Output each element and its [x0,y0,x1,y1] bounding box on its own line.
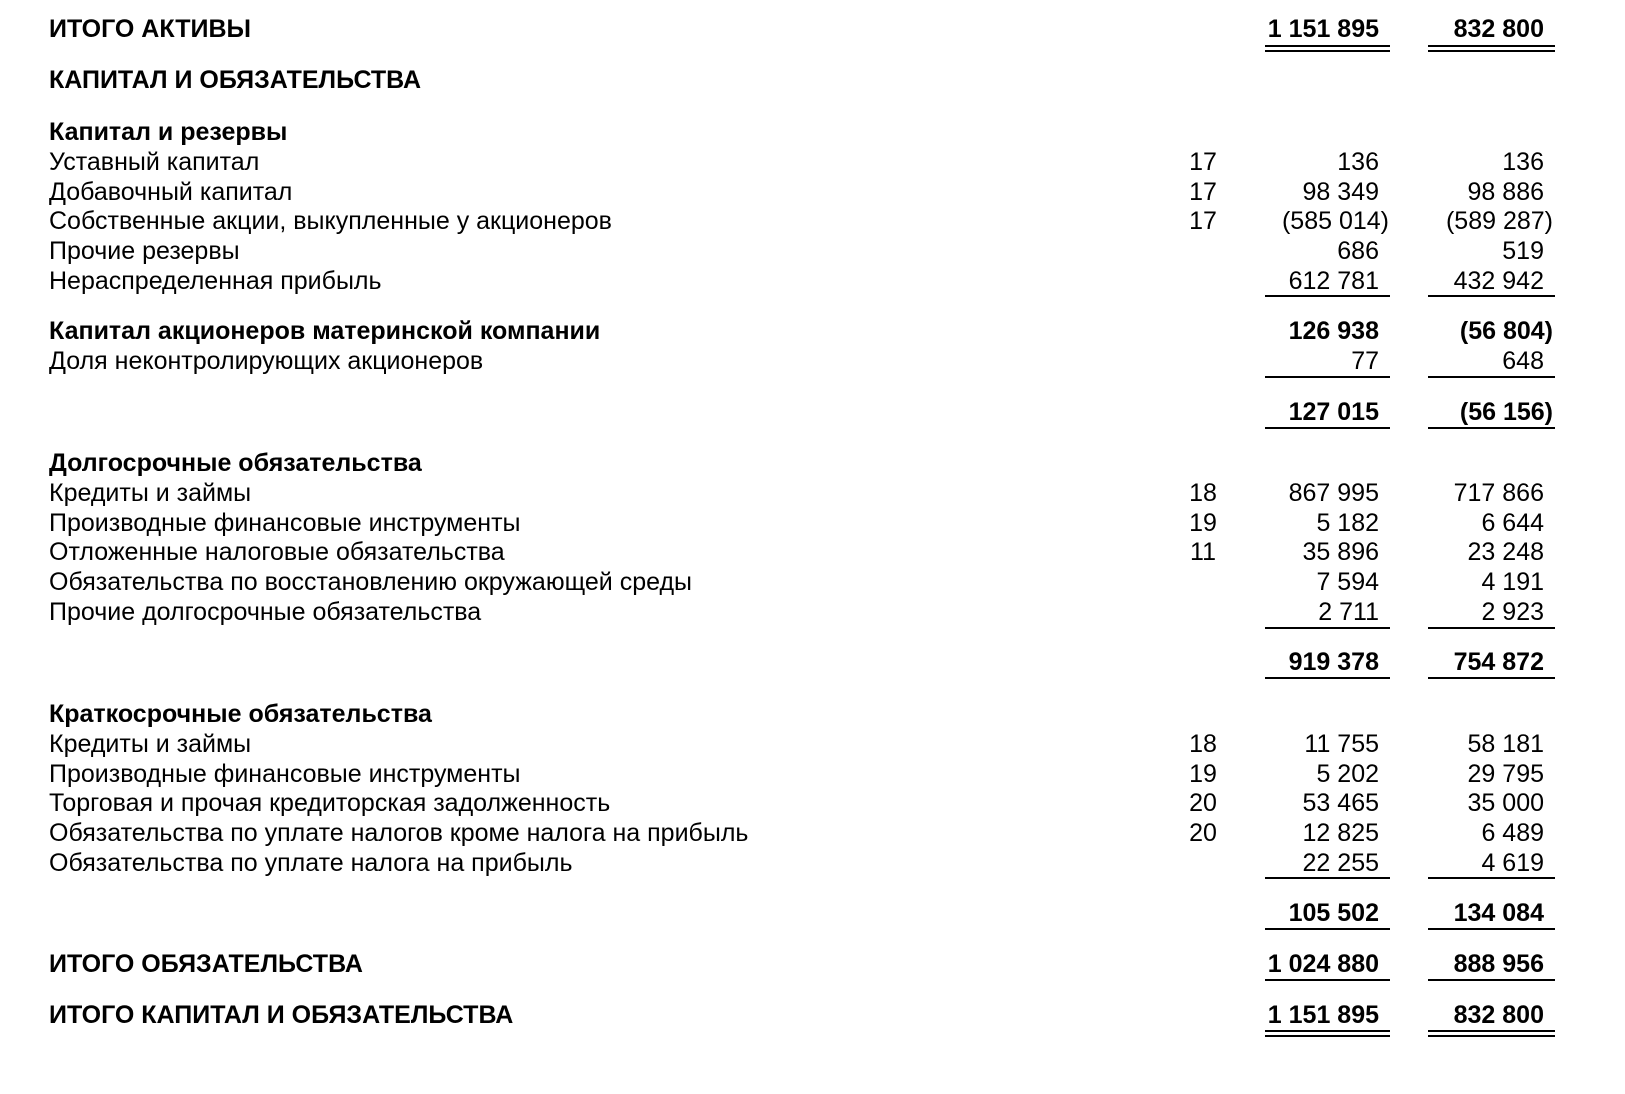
value-prior: 6 489 [1481,819,1544,847]
section-heading [0,64,1625,96]
current-total-row [0,897,1625,929]
value-current: 105 502 [1288,899,1379,927]
value-prior: 832 800 [1453,15,1544,43]
table-row [0,758,1625,790]
value-prior: (56 156) [1459,398,1553,426]
note-ref: 18 [1189,730,1217,758]
underline [1265,427,1390,429]
value-prior: (56 804) [1459,317,1553,345]
value-prior: 134 084 [1453,899,1544,927]
underline [1428,877,1555,879]
nci-row [0,345,1625,377]
value-prior: 136 [1502,148,1544,176]
underline [1265,928,1390,930]
value-current: 12 825 [1302,819,1379,847]
row-label: Добавочный капитал [49,178,293,206]
value-current: 867 995 [1288,479,1379,507]
parent-equity-row [0,315,1625,347]
equity-heading [0,116,1625,148]
value-current: 7 594 [1316,568,1379,596]
table-row [0,507,1625,539]
total-equity-liabilities-row [0,999,1625,1031]
table-row [0,235,1625,267]
row-label: Собственные акции, выкупленные у акционеров [49,207,612,235]
note-ref: 11 [1190,538,1216,566]
table-row [0,205,1625,237]
underline [1265,627,1390,629]
total-assets-row [0,13,1625,45]
row-label: Нераспределенная прибыль [49,267,382,295]
value-prior: 4 191 [1481,568,1544,596]
note-ref: 17 [1189,178,1217,206]
row-label: Кредиты и займы [49,730,252,758]
value-current: 2 711 [1318,598,1379,626]
value-prior: 23 248 [1467,538,1544,566]
double-underline [1265,45,1390,47]
value-current: 1 151 895 [1267,1001,1379,1029]
value-current: 35 896 [1302,538,1379,566]
note-ref: 19 [1189,509,1217,537]
value-prior: 519 [1502,237,1544,265]
noncurrent-heading [0,447,1625,479]
note-ref: 17 [1189,207,1217,235]
value-current: (585 014) [1281,207,1389,235]
double-underline [1428,1035,1555,1037]
table-row [0,477,1625,509]
row-label: ИТОГО ОБЯЗАТЕЛЬСТВА [49,950,363,978]
underline [1428,979,1555,981]
value-current: 77 [1351,347,1379,375]
table-row [0,536,1625,568]
underline [1428,627,1555,629]
value-prior: (589 287) [1445,207,1553,235]
double-underline [1428,1030,1555,1032]
row-label: Отложенные налоговые обязательства [49,538,505,566]
table-row [0,817,1625,849]
value-prior: 29 795 [1467,760,1544,788]
value-current: 1 151 895 [1267,15,1379,43]
underline [1265,295,1390,297]
row-label: Торговая и прочая кредиторская задолженность [49,789,611,817]
value-prior: 717 866 [1453,479,1544,507]
heading-label: Краткосрочные обязательства [49,700,432,728]
value-current: 98 349 [1302,178,1379,206]
value-prior: 2 923 [1481,598,1544,626]
row-label: Обязательства по восстановлению окружающей среды [49,568,693,596]
value-current: 686 [1337,237,1379,265]
table-row [0,728,1625,760]
value-current: 22 255 [1302,849,1379,877]
table-row [0,596,1625,628]
value-prior: 4 619 [1481,849,1544,877]
total-liabilities-row [0,948,1625,980]
value-current: 127 015 [1288,398,1379,426]
value-current: 53 465 [1302,789,1379,817]
value-current: 136 [1337,148,1379,176]
heading-label: КАПИТАЛ И ОБЯЗАТЕЛЬСТВА [49,66,422,94]
double-underline [1265,50,1390,52]
value-prior: 754 872 [1453,648,1544,676]
row-label: Производные финансовые инструменты [49,760,521,788]
row-label: Обязательства по уплате налогов кроме налога на прибыль [49,819,749,847]
value-prior: 58 181 [1467,730,1544,758]
noncurrent-total-row [0,646,1625,678]
value-current: 126 938 [1288,317,1379,345]
note-ref: 19 [1189,760,1217,788]
row-label: Прочие резервы [49,237,240,265]
value-current: 1 024 880 [1267,950,1379,978]
double-underline [1265,1030,1390,1032]
note-ref: 17 [1189,148,1217,176]
equity-total-row [0,396,1625,428]
underline [1428,928,1555,930]
row-label: Доля неконтролирующих акционеров [49,347,484,375]
underline [1265,979,1390,981]
table-row [0,176,1625,208]
value-current: 5 202 [1316,760,1379,788]
underline [1428,376,1555,378]
heading-label: Капитал и резервы [49,118,288,146]
row-label: Капитал акционеров материнской компании [49,317,601,345]
row-label: Производные финансовые инструменты [49,509,521,537]
double-underline [1428,45,1555,47]
heading-label: Долгосрочные обязательства [49,449,422,477]
note-ref: 20 [1189,789,1217,817]
current-heading [0,698,1625,730]
value-prior: 6 644 [1481,509,1544,537]
note-ref: 20 [1189,819,1217,847]
value-current: 919 378 [1288,648,1379,676]
underline [1265,376,1390,378]
value-current: 612 781 [1288,267,1379,295]
double-underline [1428,50,1555,52]
row-label: ИТОГО КАПИТАЛ И ОБЯЗАТЕЛЬСТВА [49,1001,514,1029]
table-row [0,787,1625,819]
underline [1428,295,1555,297]
value-prior: 98 886 [1467,178,1544,206]
table-row [0,847,1625,879]
value-current: 5 182 [1316,509,1379,537]
value-prior: 432 942 [1453,267,1544,295]
underline [1428,427,1555,429]
underline [1428,677,1555,679]
row-label: Уставный капитал [49,148,260,176]
value-prior: 888 956 [1453,950,1544,978]
value-prior: 832 800 [1453,1001,1544,1029]
underline [1265,677,1390,679]
table-row [0,265,1625,297]
table-row [0,566,1625,598]
value-current: 11 755 [1304,730,1379,758]
underline [1265,877,1390,879]
row-label: ИТОГО АКТИВЫ [49,15,252,43]
double-underline [1265,1035,1390,1037]
table-row [0,146,1625,178]
value-prior: 648 [1502,347,1544,375]
row-label: Обязательства по уплате налога на прибыль [49,849,573,877]
note-ref: 18 [1189,479,1217,507]
row-label: Кредиты и займы [49,479,252,507]
value-prior: 35 000 [1467,789,1544,817]
row-label: Прочие долгосрочные обязательства [49,598,482,626]
